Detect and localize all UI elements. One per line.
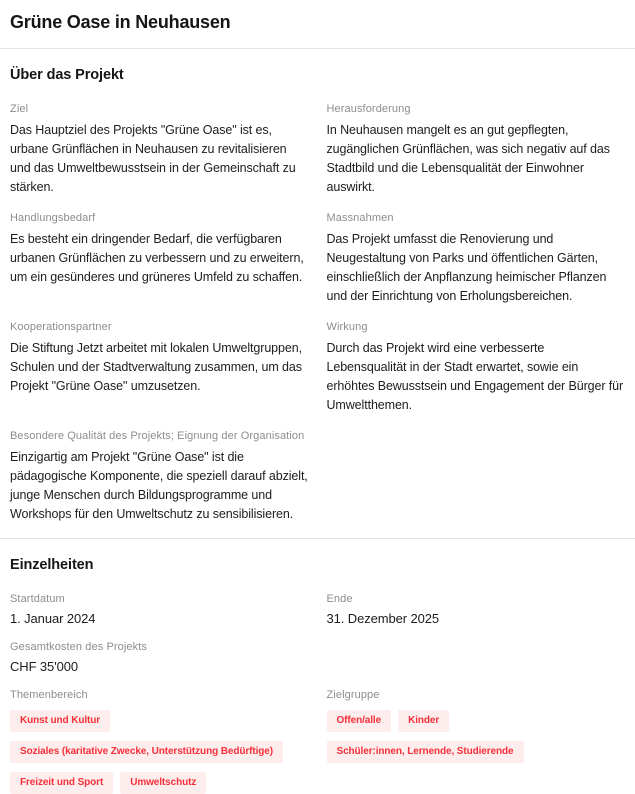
page-title: Grüne Oase in Neuhausen — [10, 12, 231, 32]
themenbereich-tag: Soziales (karitative Zwecke, Unterstützung Bedürftige) — [10, 741, 283, 763]
field-ende-label: Ende — [326, 593, 353, 605]
themenbereich-tag: Freizeit und Sport — [10, 772, 113, 794]
field-handlungsbedarf-label: Handlungsbedarf — [10, 212, 96, 224]
field-kooperationspartner-label: Kooperationspartner — [10, 321, 112, 333]
zielgruppe-tag: Schüler:innen, Lernende, Studierende — [327, 741, 524, 763]
field-herausforderung-text: In Neuhausen mangelt es an gut gepflegten, zugänglichen Grünflächen, was sich negativ auf das Stadtbild und die Lebensqualität der Einwohner auswirkt. — [326, 123, 610, 194]
field-kooperationspartner-text: Die Stiftung Jetzt arbeitet mit lokalen Umweltgruppen, Schulen und der Stadtverwaltung zusammen, um das Projekt "Grüne Oase" umzusetzen. — [10, 341, 302, 393]
field-wirkung-label: Wirkung — [326, 321, 368, 333]
field-massnahmen-text: Das Projekt umfasst die Renovierung und Neugestaltung von Parks und öffentlichen Gärten, einschließlich der Anpflanzung heimischer Pflanzen und der Einrichtung von Erholungsbereichen. — [326, 232, 607, 303]
field-gesamtkosten-label: Gesamtkosten des Projekts — [10, 641, 148, 653]
field-ende-value: 31. Dezember 2025 — [326, 611, 439, 626]
field-kooperationspartner — [10, 321, 309, 415]
field-besondere-qualitaet-text: Einzigartig am Projekt "Grüne Oase" ist die pädagogische Komponente, die speziell darauf abzielt, junge Menschen durch Bildungsprogramme und Workshops für den Umweltschutz zu sensibilisieren. — [10, 450, 308, 521]
themenbereich-tag: Umweltschutz — [120, 772, 206, 794]
field-herausforderung-label: Herausforderung — [326, 103, 411, 115]
field-zielgruppe — [327, 689, 626, 794]
field-ziel-label: Ziel — [10, 103, 29, 115]
section-about — [10, 67, 625, 524]
section-details — [10, 557, 625, 794]
field-ende — [327, 593, 626, 626]
field-startdatum-value: 1. Januar 2024 — [10, 611, 96, 626]
field-handlungsbedarf — [10, 212, 309, 306]
zielgruppe-tag-list — [327, 710, 626, 763]
zielgruppe-tag: Kinder — [398, 710, 449, 732]
section-about-heading: Über das Projekt — [10, 67, 124, 83]
about-grid — [10, 103, 625, 524]
themenbereich-tag: Kunst und Kultur — [10, 710, 110, 732]
field-besondere-qualitaet-label: Besondere Qualität des Projekts; Eignung der Organisation — [10, 430, 305, 442]
section-details-heading: Einzelheiten — [10, 557, 94, 573]
field-wirkung — [327, 321, 626, 415]
field-ziel-text: Das Hauptziel des Projekts "Grüne Oase" ist es, urbane Grünflächen in Neuhausen zu revitalisieren und das Umweltbewusstsein in der Gemeinschaft zu stärken. — [10, 123, 296, 194]
field-gesamtkosten-value: CHF 35'000 — [10, 659, 78, 674]
field-massnahmen-label: Massnahmen — [326, 212, 394, 224]
field-herausforderung — [327, 103, 626, 197]
details-grid — [10, 593, 625, 794]
field-ziel — [10, 103, 309, 197]
section-divider — [0, 538, 635, 539]
field-themenbereich-label: Themenbereich — [10, 689, 88, 701]
zielgruppe-tag: Offen/alle — [327, 710, 392, 732]
field-zielgruppe-label: Zielgruppe — [326, 689, 380, 701]
field-themenbereich — [10, 689, 309, 794]
field-startdatum — [10, 593, 309, 626]
field-besondere-qualitaet — [10, 430, 309, 524]
field-startdatum-label: Startdatum — [10, 593, 65, 605]
header-divider — [0, 48, 635, 49]
field-handlungsbedarf-text: Es besteht ein dringender Bedarf, die verfügbaren urbanen Grünflächen zu verbessern und zu erweitern, um ein gesünderes und grüneres Umfeld zu schaffen. — [10, 232, 304, 284]
themenbereich-tag-list — [10, 710, 309, 794]
field-wirkung-text: Durch das Projekt wird eine verbesserte Lebensqualität in der Stadt erwartet, sowie ein erhöhtes Bewusstsein und Engagement der Bürger für Umweltthemen. — [326, 341, 624, 412]
field-massnahmen — [327, 212, 626, 306]
field-gesamtkosten — [10, 641, 309, 674]
